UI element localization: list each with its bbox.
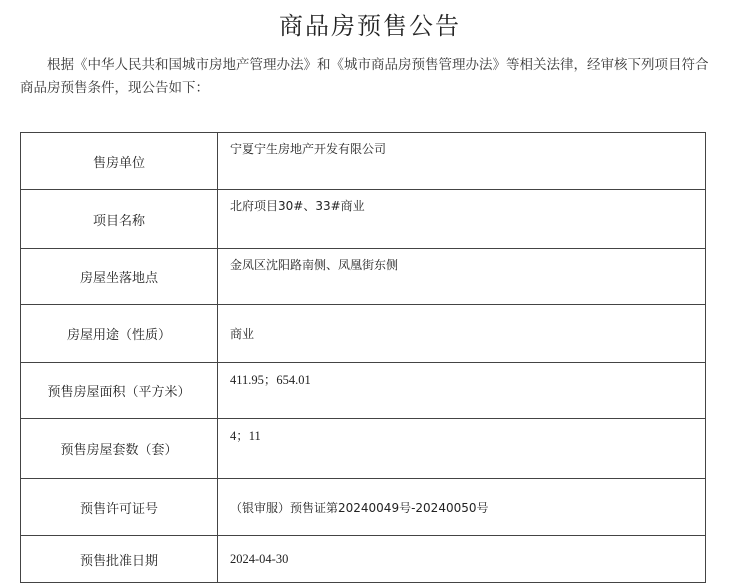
row-label-permit-number: 预售许可证号: [21, 479, 218, 536]
notice-title: 商品房预售公告: [279, 12, 461, 40]
notice-intro: 根据《中华人民共和国城市房地产管理办法》和《城市商品房预售管理办法》等相关法律，经审核下列项目符合商品房预售条件，现公告如下：: [20, 57, 709, 96]
table-row: [21, 536, 706, 583]
row-value-permit-number: （银审服）预售证第20240049号-20240050号: [218, 479, 706, 536]
table-row: [21, 419, 706, 479]
table-row: [21, 133, 706, 190]
row-label-seller: 售房单位: [21, 133, 218, 190]
row-value-seller: 宁夏宁生房地产开发有限公司: [218, 133, 706, 190]
row-label-unit-count: 预售房屋套数（套）: [21, 419, 218, 479]
row-label-approval-date: 预售批准日期: [21, 536, 218, 583]
row-label-area: 预售房屋面积（平方米）: [21, 363, 218, 419]
presale-info-table: [20, 132, 706, 583]
row-value-unit-count: 4；11: [218, 419, 706, 479]
row-value-location: 金凤区沈阳路南侧、凤凰街东侧: [218, 249, 706, 305]
table-row: [21, 305, 706, 363]
row-label-usage: 房屋用途（性质）: [21, 305, 218, 363]
table-row: [21, 479, 706, 536]
row-label-project-name: 项目名称: [21, 190, 218, 249]
row-value-project-name: 北府项目30#、33#商业: [218, 190, 706, 249]
row-value-area: 411.95；654.01: [218, 363, 706, 419]
table-row: [21, 363, 706, 419]
table-row: [21, 249, 706, 305]
row-value-approval-date: 2024-04-30: [218, 536, 706, 583]
table-row: [21, 190, 706, 249]
row-label-location: 房屋坐落地点: [21, 249, 218, 305]
row-value-usage: 商业: [218, 305, 706, 363]
